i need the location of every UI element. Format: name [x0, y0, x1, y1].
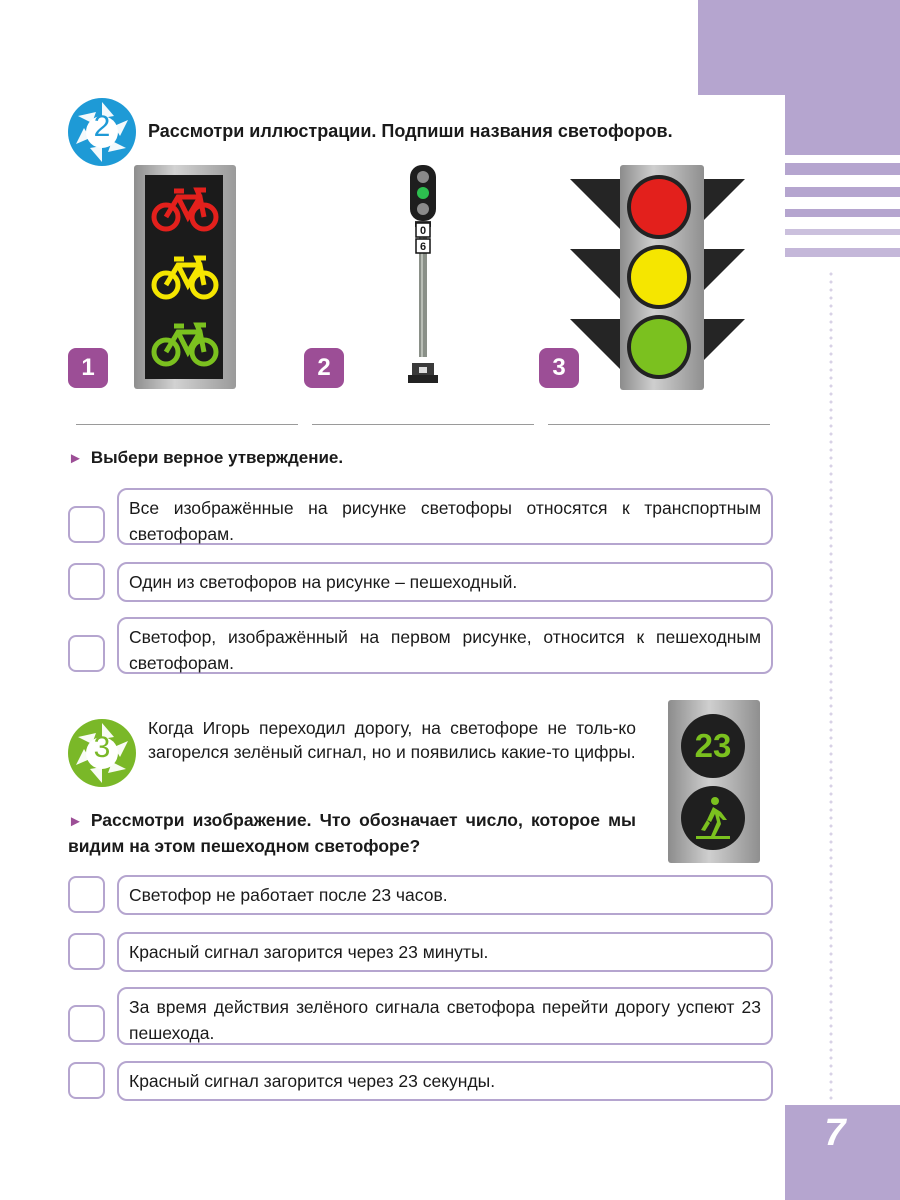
answer-line-1[interactable]	[76, 424, 298, 425]
checkbox-option-3-2[interactable]	[68, 933, 105, 970]
task-3-icon	[66, 717, 138, 789]
answer-line-3[interactable]	[548, 424, 770, 425]
checkbox-option-3-4[interactable]	[68, 1062, 105, 1099]
image-badge-3: 3	[539, 348, 579, 388]
answer-line-2[interactable]	[312, 424, 534, 425]
task-3-text: Когда Игорь переходил дорогу, на светофоре не толь-ко загорелся зелёный сигнал, но и появились какие-то цифры.	[148, 718, 636, 762]
option-3-1: Светофор не работает после 23 часов.	[117, 875, 773, 915]
task-number: 3	[93, 731, 111, 764]
triangle-arrow-icon: ►	[68, 813, 83, 830]
bicycle-traffic-light	[134, 165, 236, 389]
task-number: 2	[93, 110, 111, 143]
stripe-decoration	[785, 209, 900, 217]
task-2-subtask-text: Выбери верное утверждение.	[90, 448, 344, 467]
task-2-icon	[66, 96, 138, 168]
triangle-arrow-icon: ►	[68, 450, 83, 467]
countdown-number: 23	[694, 727, 732, 764]
bicycle-icon	[150, 253, 220, 303]
task-3-subtask-text: Рассмотри изображение. Что обозначает число, которое мы видим на этом пешеходном светофоре?	[68, 810, 636, 856]
stripe-decoration	[785, 163, 900, 175]
task-3-subtask	[68, 808, 636, 858]
task-2-instruction: Рассмотри иллюстрации. Подпиши названия светофоров.	[148, 121, 673, 141]
vehicle-traffic-light	[570, 165, 745, 390]
checkbox-option-3-1[interactable]	[68, 876, 105, 913]
stripe-decoration	[785, 248, 900, 257]
signal-plate-6: 6	[419, 241, 427, 253]
bicycle-icon	[150, 320, 220, 370]
option-2-1: Все изображённые на рисунке светофоры относятся к транспортным светофорам.	[117, 488, 773, 545]
checkbox-option-3-3[interactable]	[68, 1005, 105, 1042]
image-badge-1: 1	[68, 348, 108, 388]
railway-signal	[400, 163, 450, 385]
signal-plate-0: 0	[419, 225, 427, 237]
option-3-3: За время действия зелёного сигнала светофора перейти дорогу успеют 23 пешехода.	[117, 987, 773, 1045]
stripe-decoration	[785, 229, 900, 235]
dotted-line-decoration	[826, 270, 836, 1100]
corner-decoration	[698, 0, 900, 95]
option-3-2: Красный сигнал загорится через 23 минуты.	[117, 932, 773, 972]
option-2-2: Один из светофоров на рисунке – пешеходный.	[117, 562, 773, 602]
pedestrian-countdown-light	[668, 700, 760, 863]
side-decoration	[785, 95, 900, 155]
option-2-3: Светофор, изображённый на первом рисунке, относится к пешеходным светофорам.	[117, 617, 773, 674]
checkbox-option-2-1[interactable]	[68, 506, 105, 543]
checkbox-option-2-3[interactable]	[68, 635, 105, 672]
checkbox-option-2-2[interactable]	[68, 563, 105, 600]
pedestrian-icon	[693, 796, 733, 840]
stripe-decoration	[785, 187, 900, 197]
bicycle-icon	[150, 185, 220, 235]
image-badge-2: 2	[304, 348, 344, 388]
option-3-4: Красный сигнал загорится через 23 секунды.	[117, 1061, 773, 1101]
page-number: 7	[824, 1112, 846, 1154]
task-2-subtask	[68, 448, 343, 468]
